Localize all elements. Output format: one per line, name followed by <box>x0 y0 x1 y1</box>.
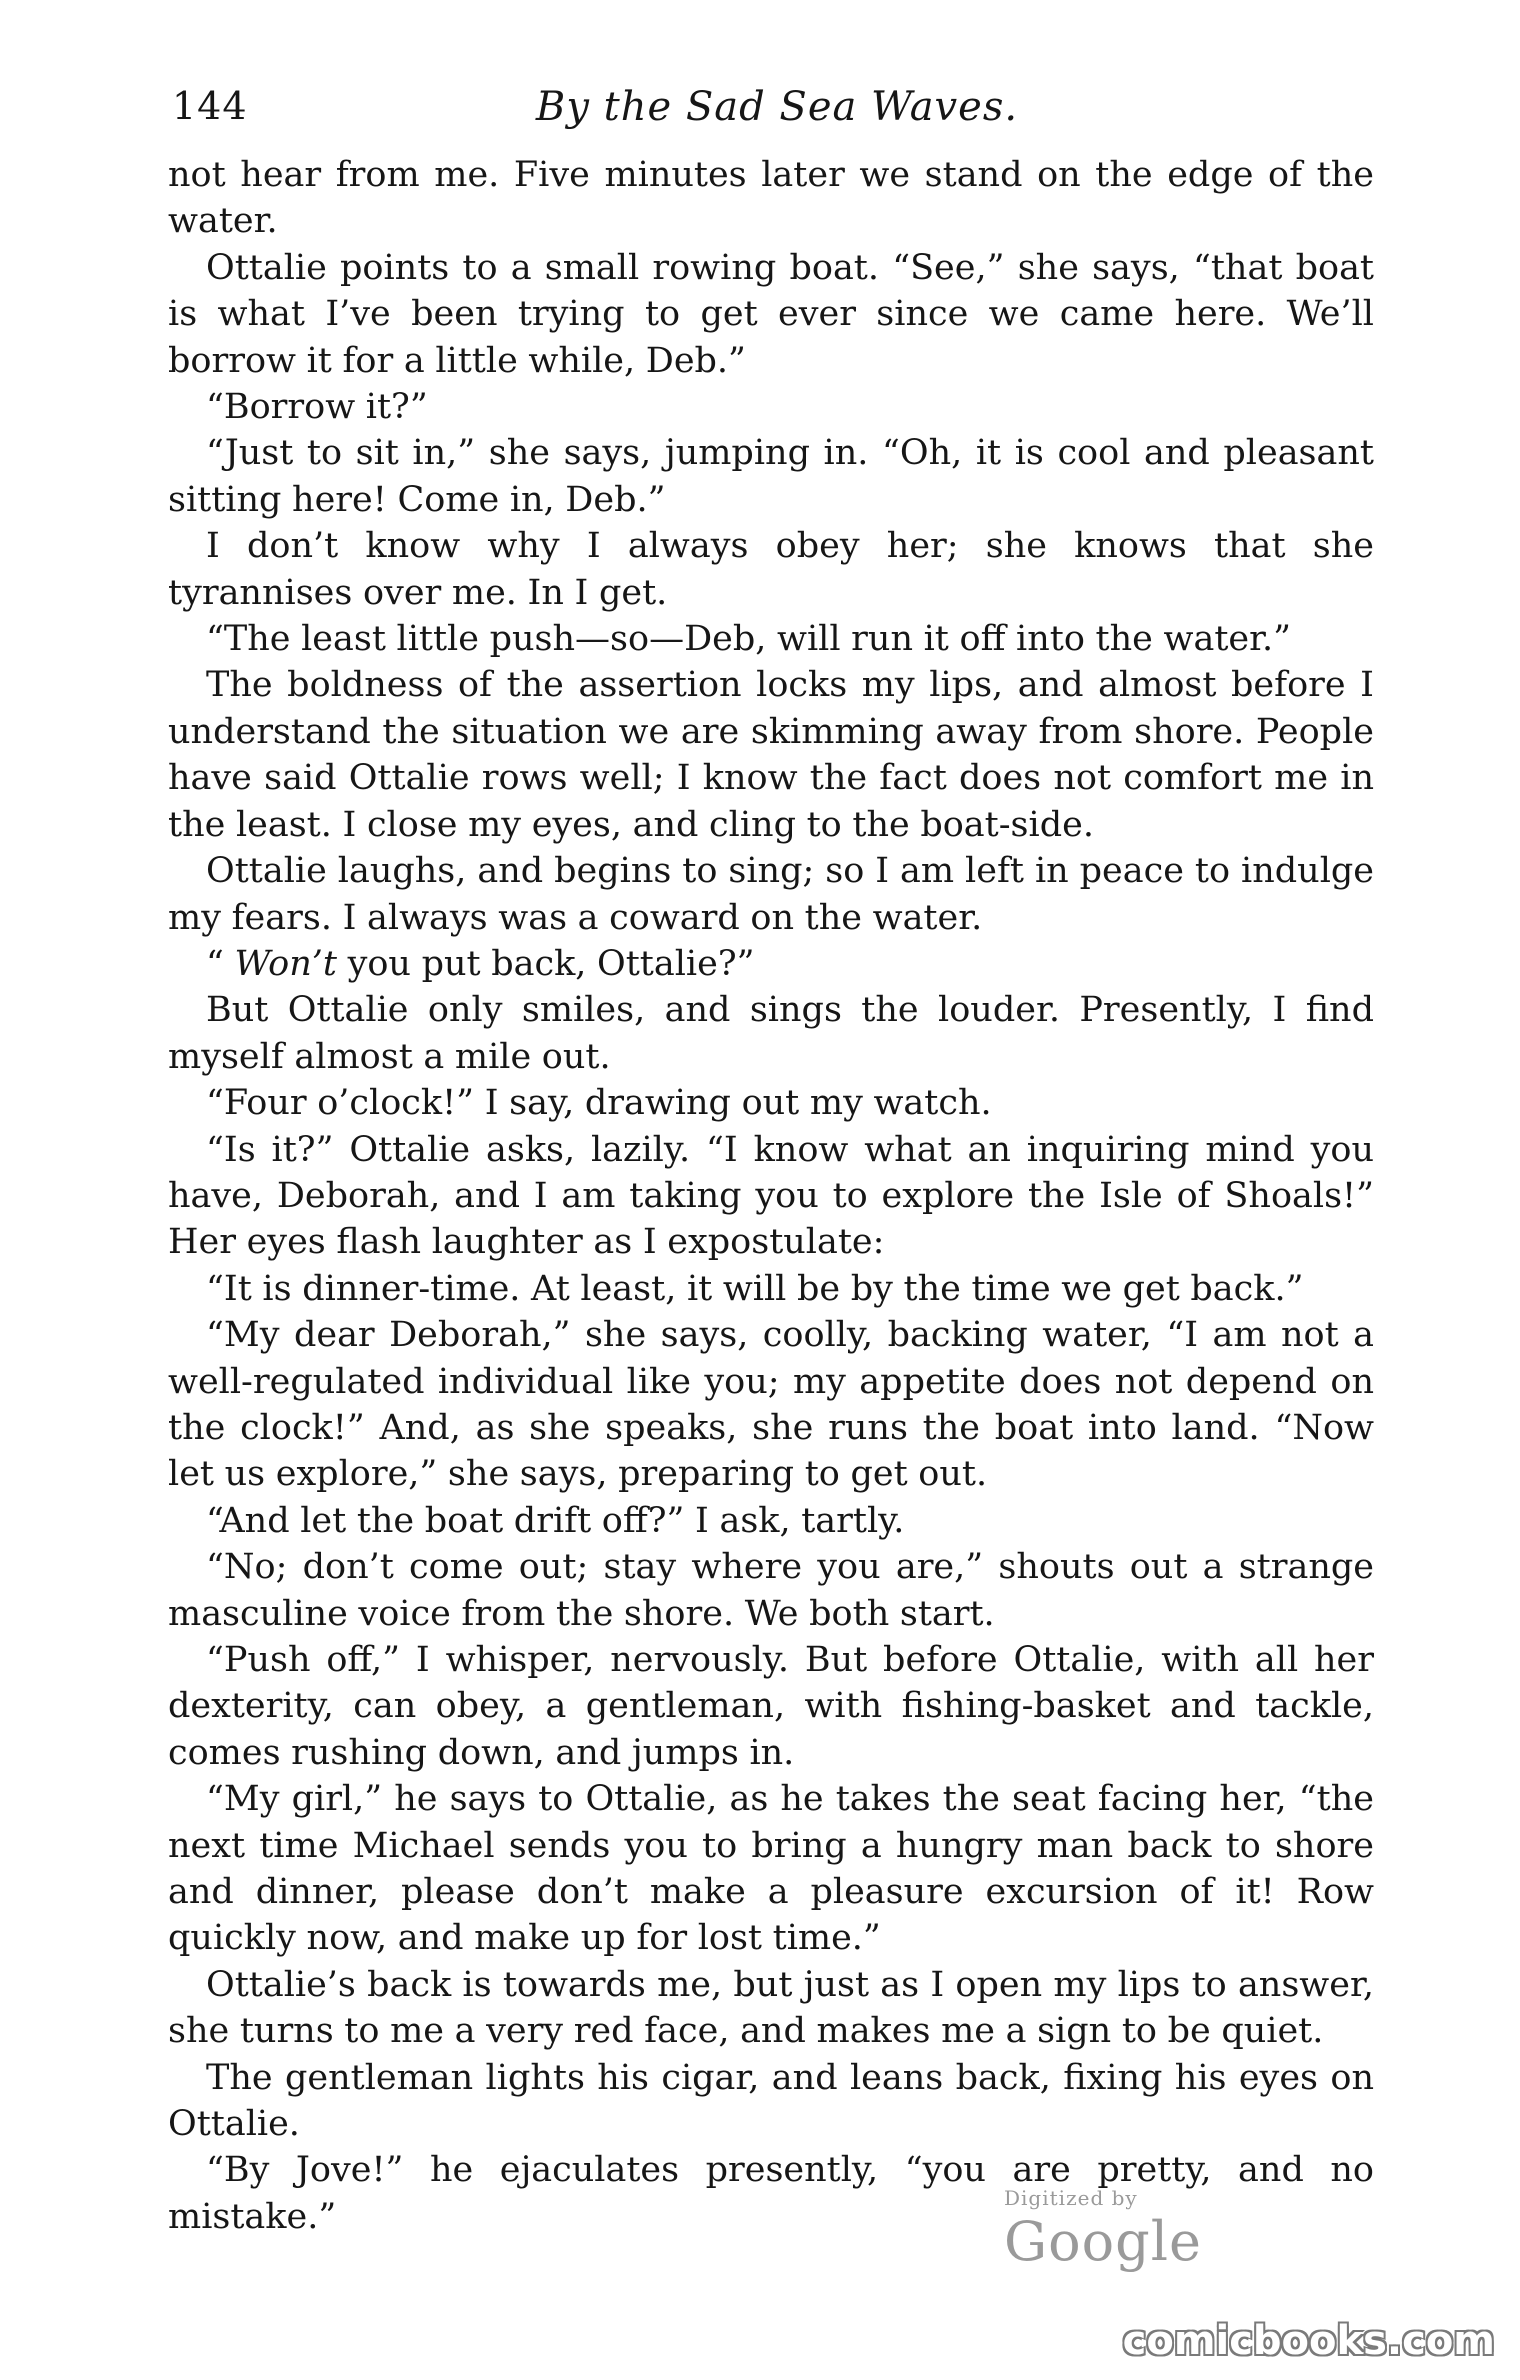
paragraph: “It is dinner-time. At least, it will be by the time we get back.” <box>206 1268 1304 1309</box>
site-watermark: comicbooks.com <box>1122 2318 1495 2364</box>
paragraph: “And let the boat drift off?” I ask, tartly. <box>206 1500 905 1541</box>
digitized-by-label: Digitized by <box>1004 2186 1138 2210</box>
google-logo-text: Google <box>1004 2210 1202 2273</box>
digitized-by-google-watermark <box>1004 2186 1334 2273</box>
emphasis-wont: Won’t <box>234 943 337 984</box>
paragraph: “Borrow it?” <box>206 387 428 428</box>
open-quote: “ <box>206 943 235 984</box>
paragraph: not hear from me. Five minutes later we stand on the edge of the water. <box>168 155 1374 242</box>
paragraph: But Ottalie only smiles, and sings the louder. Presently, I find myself almost a mile out. <box>168 990 1374 1077</box>
paragraph: Ottalie points to a small rowing boat. “See,” she says, “that boat is what I’ve been trying to get ever since we came here. We’ll borrow it for a little while, Deb.” <box>168 247 1374 381</box>
paragraph: “The least little push—so—Deb, will run it off into the water.” <box>206 619 1292 660</box>
paragraph: “No; don’t come out; stay where you are,” shouts out a strange masculine voice from the shore. We both start. <box>168 1547 1374 1634</box>
paragraph: The gentleman lights his cigar, and leans back, fixing his eyes on Ottalie. <box>168 2057 1374 2145</box>
paragraph: “Four o’clock!” I say, drawing out my watch. <box>206 1083 992 1124</box>
paragraph: “My dear Deborah,” she says, coolly, backing water, “I am not a well-regulated individual like you; my appetite does not depend on the clock!” And, as she speaks, she runs the boat into land. “Now let us explore,” she says, preparing to get out. <box>168 1315 1374 1495</box>
paragraph-wont <box>168 941 1374 987</box>
paragraph: “By Jove!” he ejaculates presently, “you are pretty, and no mistake.” <box>168 2150 1374 2237</box>
page-header <box>172 84 1382 140</box>
paragraph: Ottalie laughs, and begins to sing; so I am left in peace to indulge my fears. I always was a coward on the water. <box>168 851 1374 938</box>
paragraph: “My girl,” he says to Ottalie, as he takes the seat facing her, “the next time Michael sends you to bring a hungry man back to shore and dinner, please don’t make a pleasure excursion of it! Row quickly now, and make up for lost time.” <box>168 1779 1374 1959</box>
paragraph: The boldness of the assertion locks my lips, and almost before I understand the situation we are skimming away from shore. People have said Ottalie rows well; I know the fact does not comfort me in the least. I close my eyes, and cling to the boat-side. <box>168 665 1374 845</box>
wont-rest: you put back, Ottalie?” <box>336 943 755 984</box>
paragraph: “Is it?” Ottalie asks, lazily. “I know what an inquiring mind you have, Deborah, and I am taking you to explore the Isle of Shoals!” Her eyes flash laughter as I expostulate: <box>168 1129 1374 1263</box>
paragraph: I don’t know why I always obey her; she knows that she tyrannises over me. In I get. <box>168 526 1374 613</box>
paragraph: “Just to sit in,” she says, jumping in. “Oh, it is cool and pleasant sitting here! Come in, Deb.” <box>168 433 1374 520</box>
body-text <box>168 152 1374 2240</box>
running-title: By the Sad Sea Waves. <box>535 84 1019 130</box>
page-number: 144 <box>172 84 248 128</box>
paragraph: Ottalie’s back is towards me, but just as I open my lips to answer, she turns to me a very red face, and makes me a sign to be quiet. <box>168 1964 1374 2052</box>
paragraph: “Push off,” I whisper, nervously. But before Ottalie, with all her dexterity, can obey, a gentleman, with fishing-basket and tackle, comes rushing down, and jumps in. <box>168 1640 1374 1773</box>
